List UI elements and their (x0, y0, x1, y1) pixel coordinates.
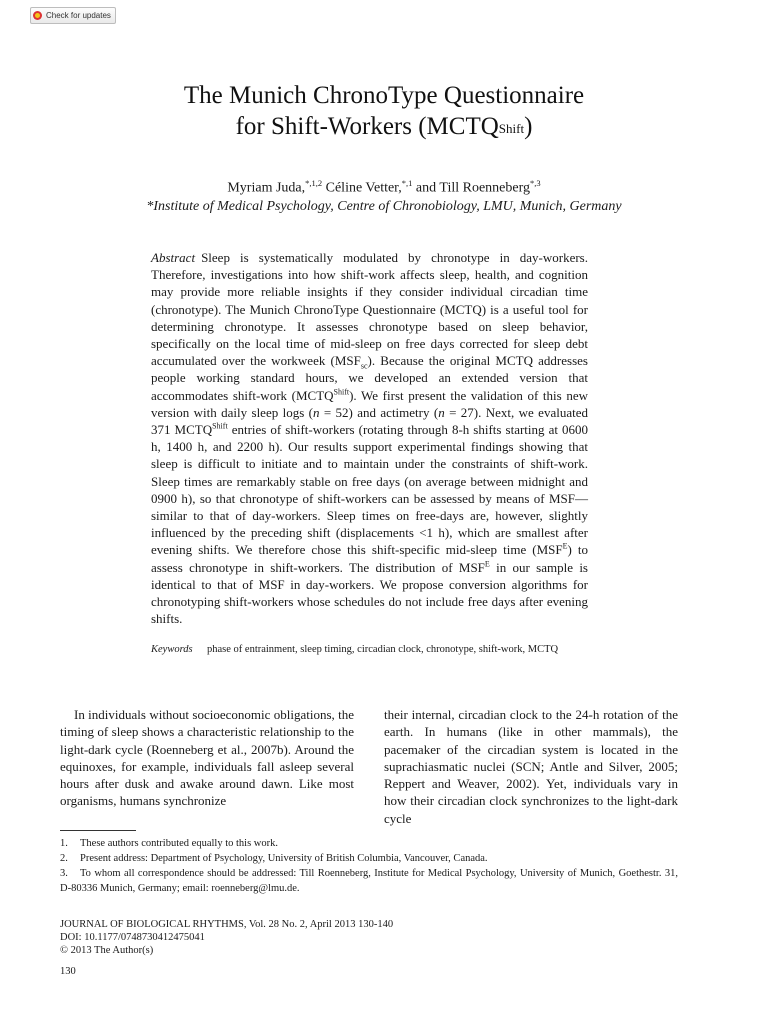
check-for-updates-badge[interactable] (30, 7, 116, 24)
body-column-right: their internal, circadian clock to the 24-h rotation of the earth. In humans (like in other mammals), the pacemaker of the circadian system is located in the suprachiasmatic nuclei (SCN; Antle and Silver, 2005; Reppert and Weaver, 2002). Yet, individuals vary in how their circadian clock synchronizes to the light-dark cycle (384, 707, 678, 826)
abstract-label: Abstract (151, 250, 196, 265)
author-list: Myriam Juda,$^{*,1,2}$ Céline Vetter,$^{*,1}$ and Till Roenneberg$^{*,3}$ (227, 178, 541, 196)
crossmark-icon (33, 11, 42, 20)
paper-title (0, 80, 768, 142)
badge-label: Check for updates (46, 11, 111, 20)
journal-info: JOURNAL OF BIOLOGICAL RHYTHMS, Vol. 28 No. 2, April 2013 130-140 DOI: 10.1177/0748730412475041 © 2013 The Author(s) (60, 919, 394, 956)
keywords-label: Keywords (151, 644, 193, 655)
abstract: Abstract Sleep is systematically modulated by chronotype in day-workers. Therefore, investigations into how shift-work affects sleep, health, and cognition may provide more reliable insights if they consider individual circadian time (chronotype). The Munich ChronoType Questionnaire (MCTQ) is a useful tool for determining chronotype. It assesses chronotype based on sleep behavior, specifically on the local time of mid-sleep on free days corrected for sleep debt accumulated over the workweek $(MSF_{sc})$. Because the original MCTQ addresses people working standard hours, we developed an extended version that accommodates shift-work $(MCTQ^{Shift})$. We first present the validation of this new version with daily sleep logs (n = 52) and actimetry (n = 27). Next, we evaluated 371 $MCTQ^{Shift}$ entries of shift-workers (rotating through 8-h shifts starting at 0600 h, 1400 h, and 2200 h). Our results support experimental findings showing that sleep is difficult to initiate and to maintain under the constraints of shift-work. Sleep times are remarkably stable on free days (on average between midnight and 0900 h), so that chronotype of shift-workers can be assessed by means of MSF—similar to that of day-workers. Sleep times on free-days are, however, slightly influenced by the preceding shift (displacements <1 h), which are smallest after evening shifts. We therefore chose this shift-specific mid-sleep time $(MSF^E)$ to assess chronotype in shift-workers. The distribution of $MSF^E$ in our sample is identical to that of MSF in day-workers. We propose conversion algorithms for chronotyping shift-workers whose schedules do not include free days after evening shifts. (151, 250, 588, 627)
footnote-divider (60, 830, 136, 831)
footnotes (60, 836, 678, 896)
keywords (151, 643, 588, 657)
title-line-2: for Shift-Workers $(MCTQ^{Shift})$ (235, 113, 533, 140)
title-line-1: The Munich ChronoType Questionnaire (183, 82, 585, 109)
footnote-3: 3. To whom all correspondence should be addressed: Till Roenneberg, Institute for Medical Psychology, University of Munich, Goethestr. 31, D-80336 Munich, Germany; email: roenneberg@lmu.de. (60, 868, 678, 894)
body-column-left: In individuals without socioeconomic obligations, the timing of sleep shows a characteristic relationship to the light-dark cycle (Roenneberg et al., 2007b). Around the equinoxes, for example, individuals fall asleep several hours after dusk and awake around dawn. Like most organisms, humans synchronize (60, 707, 354, 809)
affiliation: *Institute of Medical Psychology, Centre of Chronobiology, LMU, Munich, Germany (146, 199, 622, 214)
keywords-text: phase of entrainment, sleep timing, circadian clock, chronotype, shift-work, MCTQ (207, 644, 559, 655)
page-number: 130 (60, 966, 76, 977)
footnote-2: 2. Present address: Department of Psychology, University of British Columbia, Vancouver, Canada. (60, 853, 488, 864)
footnote-1: 1. These authors contributed equally to this work. (60, 838, 278, 849)
